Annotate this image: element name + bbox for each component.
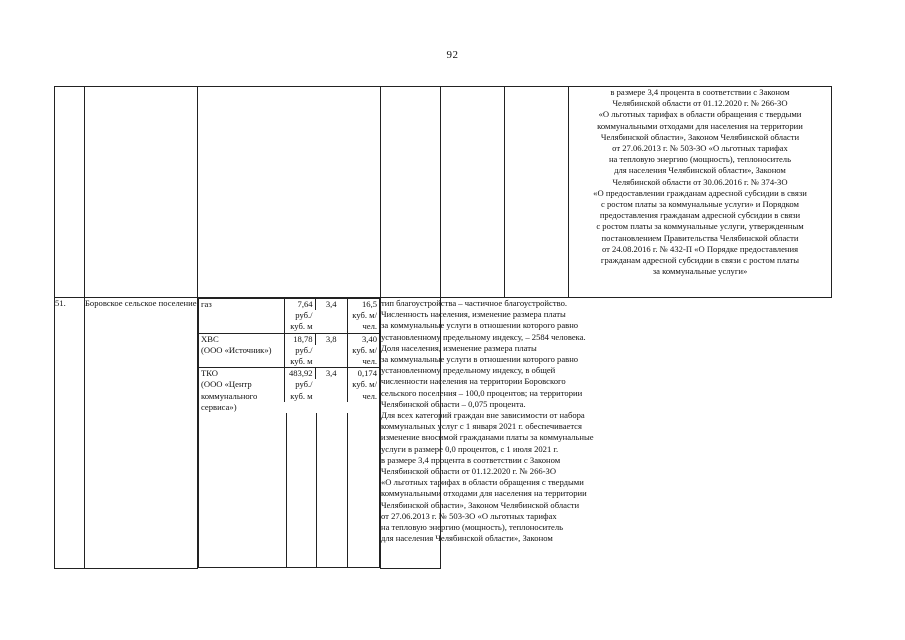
- continuation-municipality-cell: [85, 87, 198, 298]
- service-index: 3,4: [315, 299, 347, 310]
- note-line: Челябинской области – 0,075 процента.: [381, 398, 526, 409]
- service-index: 3,8: [315, 334, 347, 345]
- norm-line: куб. м/чел.: [352, 344, 378, 367]
- service-name: [199, 368, 284, 413]
- note-line: в размере 3,4 процента в соответствии с Законом: [610, 87, 790, 97]
- note-line: на тепловую энергию (мощность), теплоноситель: [381, 522, 564, 533]
- service-name-line: ХВС: [201, 333, 219, 344]
- continuation-number-cell: [55, 87, 85, 298]
- tariff-line: 483,92: [288, 368, 313, 379]
- tariff-line: руб./куб. м: [290, 310, 313, 332]
- table-row: [55, 298, 832, 569]
- note-cell: [381, 298, 594, 569]
- service-name-line: (ООО «Центр коммунального: [201, 379, 258, 401]
- continuation-norm-cell: [505, 87, 569, 298]
- service-tariff: [284, 334, 314, 368]
- note-line: для населения Челябинской области», Законом: [381, 533, 553, 544]
- note-line: постановлением Правительства Челябинской области: [601, 232, 799, 243]
- note-line: изменение вносимой гражданами платы за коммунальные: [381, 432, 594, 443]
- note-line: Челябинской области от 30.06.2016 г. № 374-ЗО: [612, 176, 788, 187]
- note-line: «О льготных тарифах в области обращения с твердыми: [381, 477, 584, 488]
- service-tariff: [284, 299, 314, 333]
- note-line: в размере 3,4 процента в соответствии с Законом: [381, 454, 561, 465]
- tariff-line: 7,64: [297, 299, 313, 309]
- note-line: за коммунальные услуги в отношении которого равно: [381, 320, 579, 331]
- note-line: от 27.06.2013 г. № 503-ЗО «О льготных тарифах: [381, 510, 557, 521]
- norm-line: 3,40: [361, 333, 378, 344]
- note-line: гражданам адресной субсидии в связи с ростом платы: [600, 255, 800, 266]
- service-tariff: [284, 368, 314, 402]
- note-line: установленному предельному индексу, в общей: [381, 365, 556, 376]
- municipality-name: Боровское сельское поселение: [85, 298, 198, 569]
- note-line: Челябинской области от 01.12.2020 г. № 266-ЗО: [381, 466, 557, 477]
- service-item: [199, 333, 379, 368]
- service-filler-col: [347, 413, 379, 567]
- service-name: [199, 299, 284, 310]
- note-line: на тепловую энергию (мощность), теплоноситель: [608, 154, 792, 165]
- tariff-line: руб./куб. м: [290, 379, 313, 401]
- note-line: Для всех категорий граждан вне зависимости от набора: [381, 410, 585, 421]
- note-line: Челябинской области», Законом Челябинской области: [600, 131, 800, 142]
- note-line: за коммунальные услуги в отношении которого равно: [381, 354, 579, 365]
- service-norm: [347, 334, 379, 368]
- tariff-line: 18,78: [293, 333, 313, 344]
- note-line: для населения Челябинской области», Законом: [614, 165, 786, 176]
- note-line: коммунальными отходами для населения на территории: [381, 488, 587, 499]
- continuation-note-cell: [569, 87, 832, 298]
- service-filler-col: [316, 413, 348, 567]
- service-name-line: ТКО: [201, 368, 218, 379]
- norm-line: 0,174: [357, 368, 378, 379]
- row-number: 51.: [55, 298, 85, 569]
- note-line: тип благоустройства – частичное благоустройство.: [381, 298, 568, 308]
- norm-line: куб. м/чел.: [352, 379, 378, 401]
- service-norm: [347, 368, 379, 402]
- note-line: с ростом платы за коммунальные услуги, утвержденным: [596, 221, 804, 232]
- service-name-line: (ООО «Источник»): [201, 344, 272, 355]
- note-line: Доля населения, изменение размера платы: [381, 342, 537, 353]
- note-line: коммунальными отходами для населения на территории: [597, 120, 803, 131]
- note-line: с ростом платы за коммунальные услуги» и Порядком: [601, 199, 799, 210]
- continuation-service-cell: [198, 87, 381, 298]
- continuation-row: [55, 87, 832, 298]
- note-line: коммунальных услуг с 1 января 2021 г. обеспечивается: [381, 421, 582, 432]
- note-line: «О предоставлении гражданам адресной субсидии в связи: [593, 187, 807, 198]
- note-line: Челябинской области», Законом Челябинской области: [381, 499, 580, 510]
- service-norm: [347, 299, 379, 333]
- note-line: численности населения на территории Боровского: [381, 376, 566, 387]
- note-line: Челябинской области от 01.12.2020 г. № 266-ЗО: [612, 98, 788, 109]
- service-filler-col: [286, 413, 316, 567]
- service-name: [199, 334, 284, 356]
- tariff-line: руб./куб. м: [290, 344, 313, 367]
- tariff-table: [54, 86, 832, 569]
- note-line: предоставления гражданам адресной субсидии в связи: [599, 210, 801, 221]
- note-line: за коммунальные услуги»: [652, 266, 748, 277]
- service-item: [199, 367, 379, 413]
- continuation-index-cell: [441, 87, 505, 298]
- page-number: 92: [446, 49, 459, 61]
- note-line: установленному предельному индексу, – 2584 человека.: [381, 331, 586, 342]
- norm-line: 16,5: [361, 299, 378, 309]
- services-cell: [198, 298, 380, 568]
- note-line: от 24.08.2016 г. № 432-П «О Порядке предоставления: [601, 243, 799, 254]
- service-name-line: газ: [201, 299, 212, 309]
- service-filler: [199, 413, 379, 567]
- service-index: 3,4: [315, 368, 347, 379]
- note-line: от 27.06.2013 г. № 503-ЗО «О льготных тарифах: [612, 143, 788, 154]
- note-line: «О льготных тарифах в области обращения с твердыми: [598, 109, 802, 120]
- note-line: услуги в размере 0,0 процентов, с 1 июля 2021 г.: [381, 443, 559, 454]
- norm-line: куб. м/чел.: [352, 310, 378, 332]
- continuation-tariff-cell: [381, 87, 441, 298]
- service-item: [199, 299, 379, 333]
- note-line: сельского поселения – 100,0 процентов; на территории: [381, 387, 583, 398]
- service-name-line: сервиса»): [201, 401, 237, 412]
- note-line: Численность населения, изменение размера платы: [381, 309, 566, 320]
- service-filler-col: [199, 413, 286, 567]
